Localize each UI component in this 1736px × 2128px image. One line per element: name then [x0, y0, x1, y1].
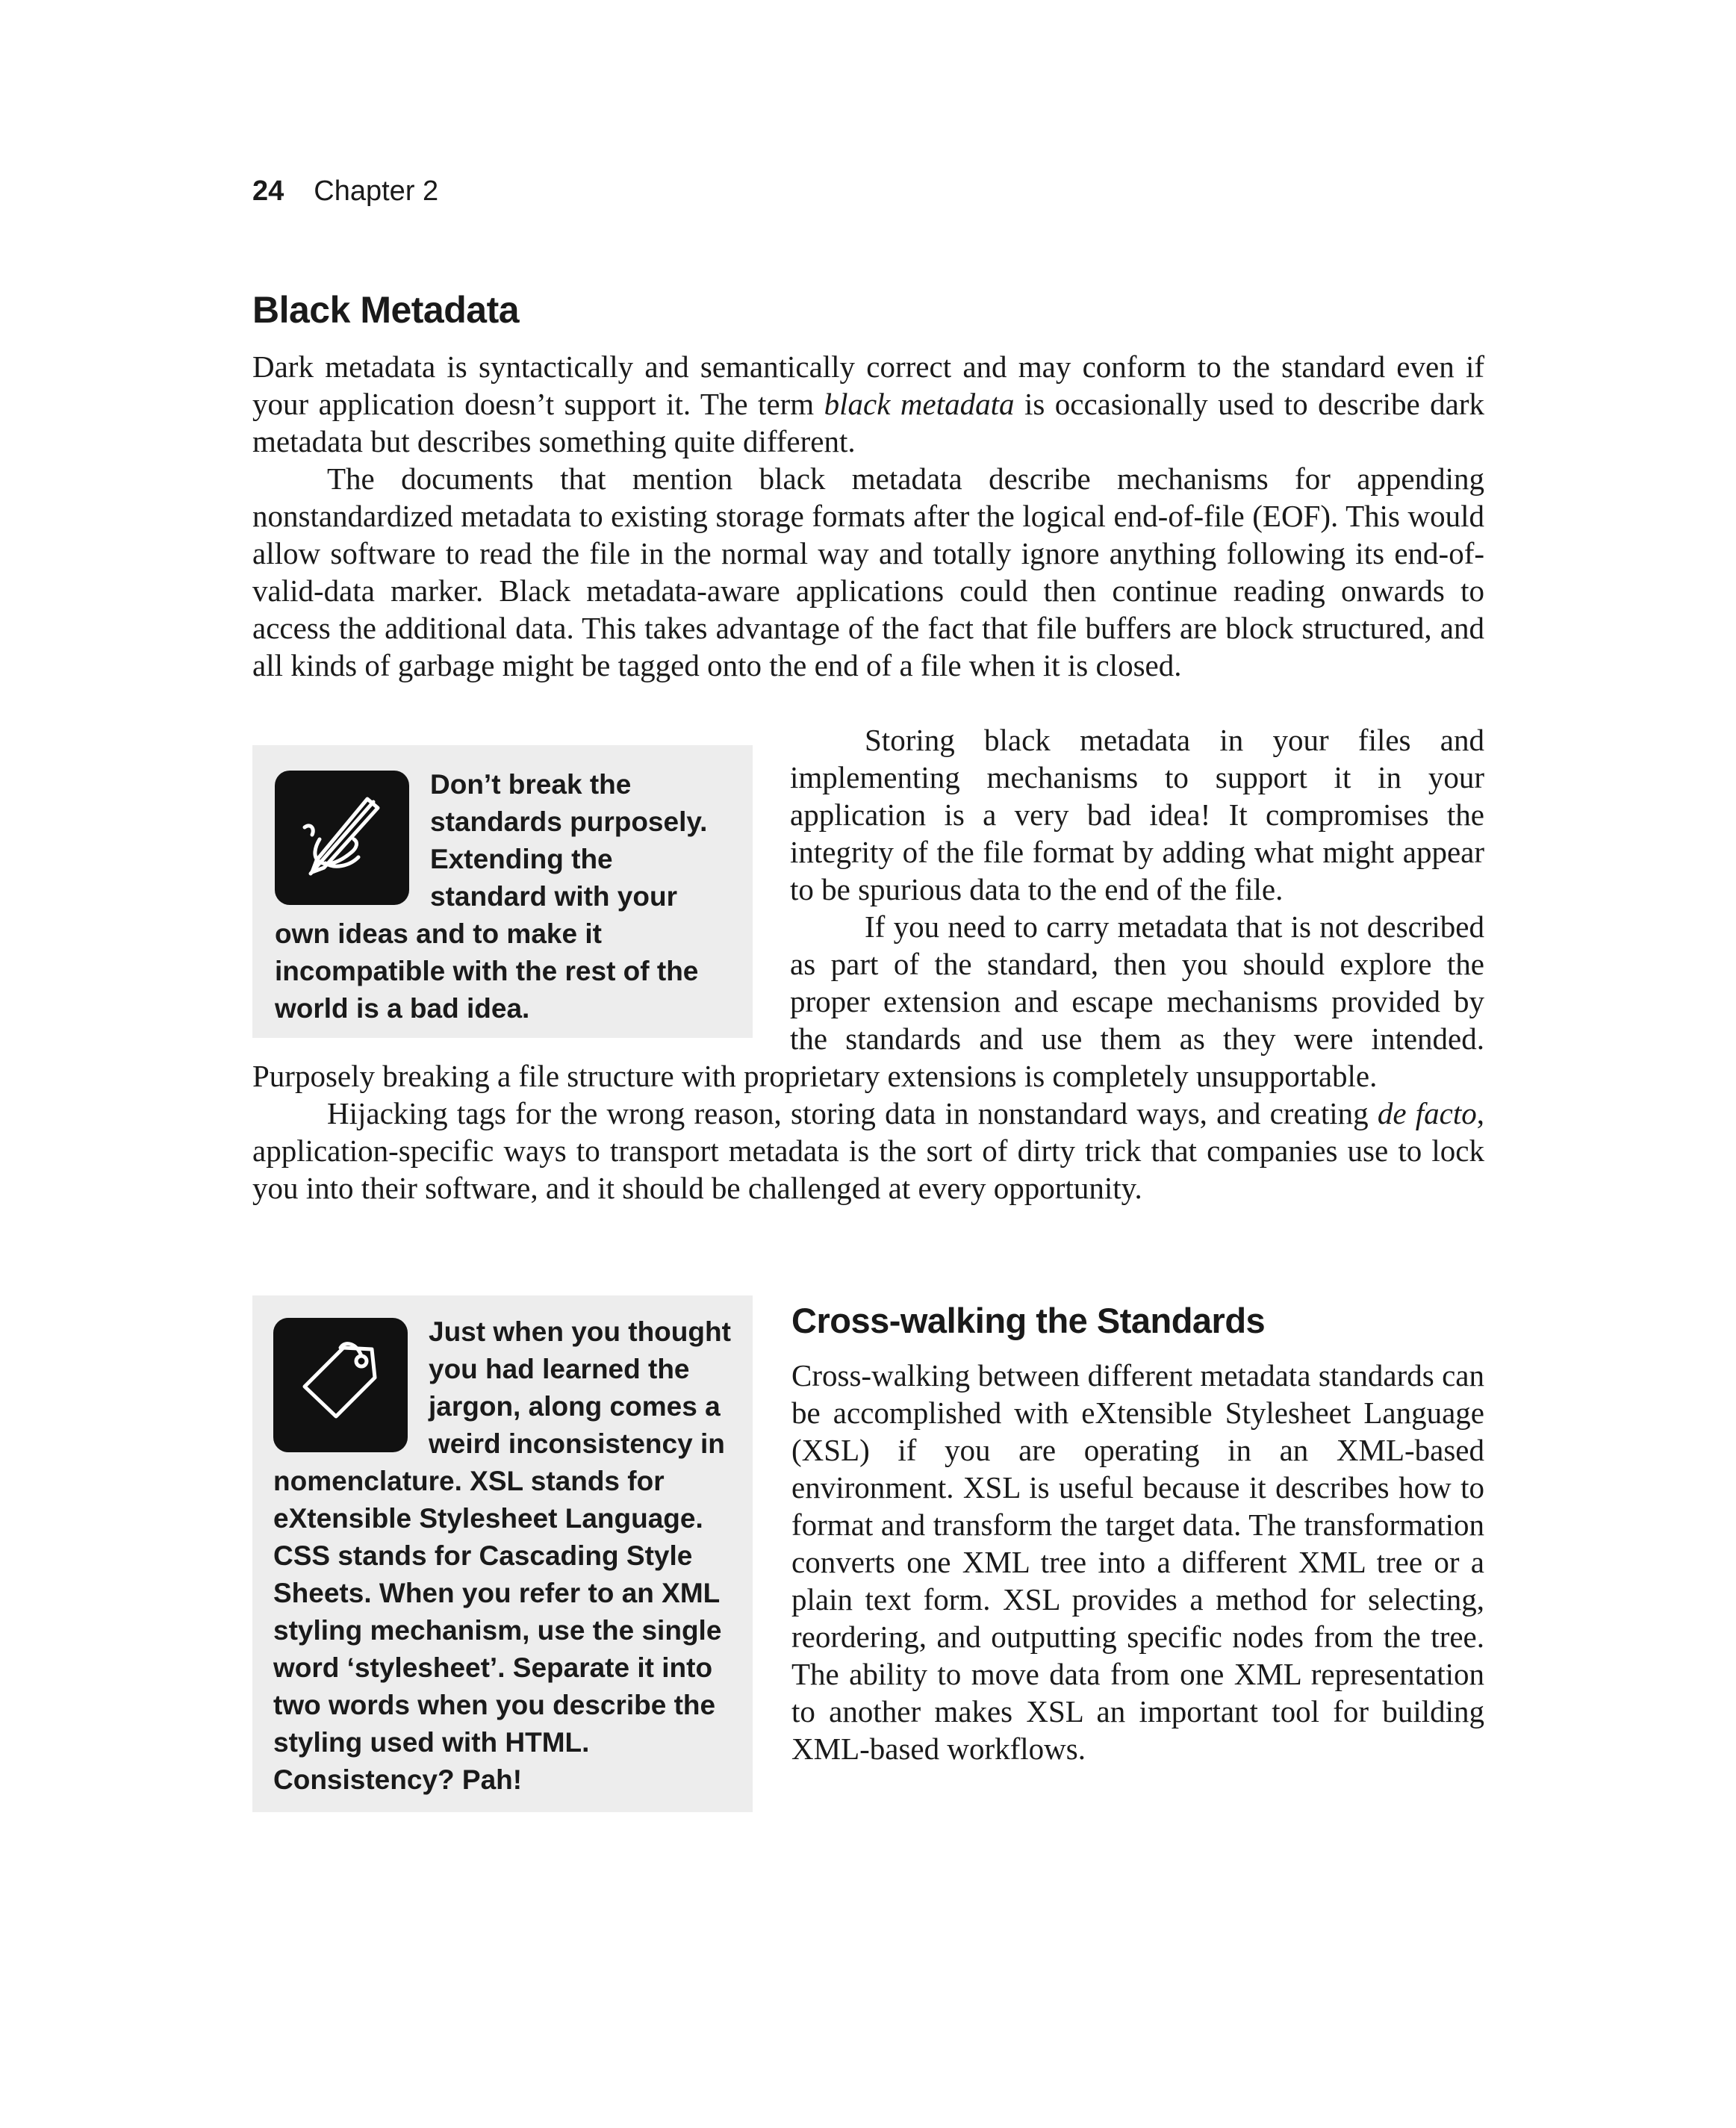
section-body-middle: [252, 721, 1484, 1207]
section-body-intro: [252, 348, 1484, 684]
paragraph-5-term: de facto: [1377, 1096, 1477, 1130]
paragraph-2: The documents that mention black metadata describe mechanisms for appending nonstandardized metadata to existing storage formats after the logical end-of-file (EOF). This would allow software to read the file in the normal way and totally ignore anything following its end-of-valid-data marker. Black metadata-aware applications could then continue reading onwards to access the additional data. This takes advantage of the fact that file buffers are block structured, and all kinds of garbage might be tagged onto the end of a file when it is closed.: [252, 461, 1484, 682]
section-body-lower: [252, 1295, 1484, 1812]
running-header: [252, 170, 438, 212]
chapter-label: Chapter 2: [314, 175, 439, 207]
paragraph-4: If you need to carry metadata that is not described as part of the standard, then you should explore the proper extension and escape mechanisms provided by the standards and use them as they were intended. Purposely breaking a file structure with proprietary extensions is completely unsupportable.: [252, 909, 1484, 1093]
section-heading-cross-walking: Cross-walking the Standards: [791, 1301, 1266, 1340]
page-number: 24: [252, 175, 284, 207]
note-text-standards: Don’t break the standards purposely. Extending the standard with your own ideas and to make it incompatible with the rest of the world is a bad idea.: [275, 769, 708, 1024]
note-text-stylesheet: Just when you thought you had learned the jargon, along comes a weird inconsistency in nomenclature. XSL stands for eXtensible Stylesheet Language. CSS stands for Cascading Style Sheets. When you refer to an XML styling mechanism, use the single word ‘stylesheet’. Separate it into two words when you describe the styling used with HTML. Consistency? Pah!: [273, 1316, 731, 1795]
section-heading-black-metadata: Black Metadata: [252, 289, 520, 331]
note-callout-stylesheet: [252, 1295, 753, 1812]
pen-hand-icon: [275, 771, 409, 905]
book-page: [252, 0, 1484, 2128]
paragraph-1-text-b: is occasionally used to describe dark metadata but describes something quite different.: [252, 387, 1484, 458]
paragraph-3: Storing black metadata in your files and implementing mechanisms to support it in your application is a very bad idea! It compromises the integrity of the file format by adding what might appear to be spurious data to the end of the file.: [790, 723, 1484, 906]
paragraph-1: [252, 348, 1484, 460]
paragraph-6: Cross-walking between different metadata standards can be accomplished with eXtensible Stylesheet Language (XSL) if you are operating in an XML-based environment. XSL is useful because it describes how to format and transform the target data. The transformation converts one XML tree into a different XML tree or a plain text form. XSL provides a method for selecting, reordering, and outputting specific nodes from the tree. The ability to move data from one XML representation to another makes XSL an important tool for building XML-based workflows.: [791, 1358, 1484, 1766]
paragraph-1-text-a: Dark metadata is syntactically and semantically correct and may conform to the standard even if your application doesn’t support it. The term: [252, 349, 1484, 421]
paragraph-5-text-b: , application-specific ways to transport metadata is the sort of dirty trick that companies use to lock you into their software, and it should be challenged at every opportunity.: [252, 1096, 1484, 1205]
cross-walking-column: [791, 1295, 1484, 1767]
paragraph-1-term: black metadata: [824, 387, 1015, 421]
paragraph-5: [252, 1095, 1484, 1207]
tag-icon: [273, 1318, 408, 1452]
paragraph-5-text-a: Hijacking tags for the wrong reason, storing data in nonstandard ways, and creating: [327, 1096, 1378, 1130]
note-callout-standards: [252, 745, 753, 1038]
